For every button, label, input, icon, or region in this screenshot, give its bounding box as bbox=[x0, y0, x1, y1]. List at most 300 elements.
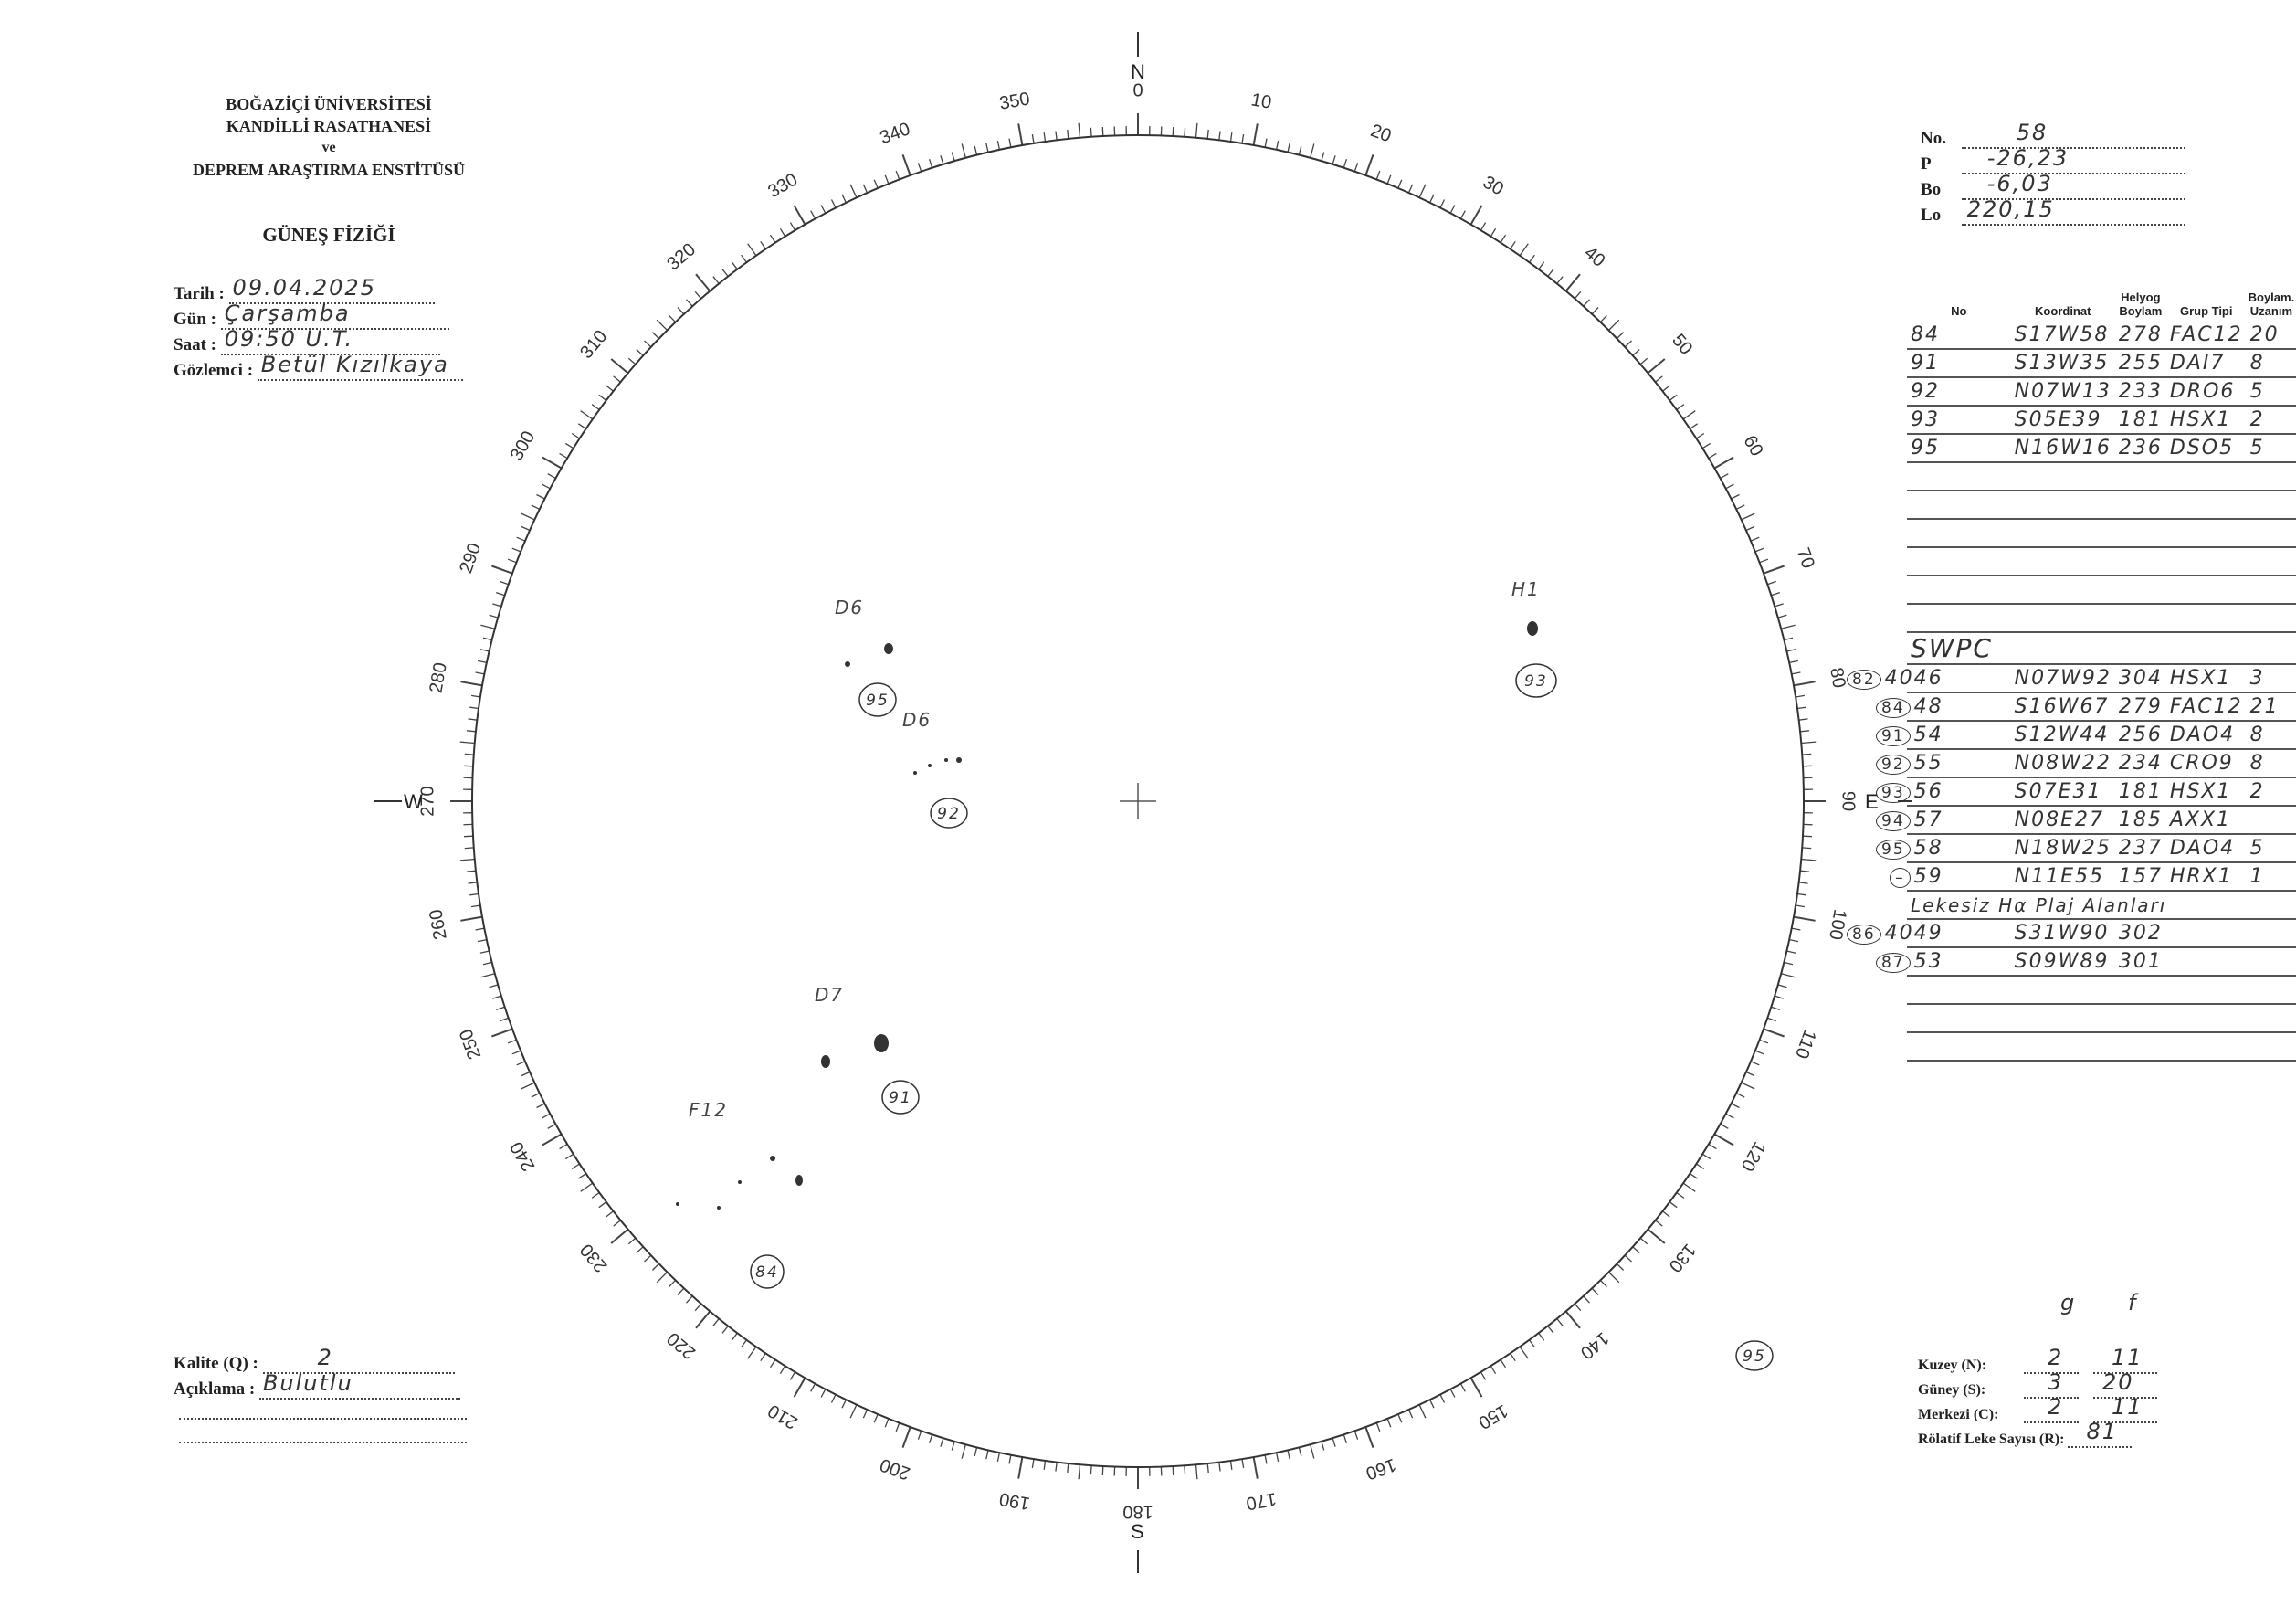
scale-tick bbox=[1732, 1104, 1740, 1108]
scale-tick bbox=[821, 1389, 826, 1398]
scale-degree-label: 260 bbox=[426, 907, 451, 942]
scale-degree-label: 320 bbox=[663, 239, 700, 275]
scale-tick bbox=[508, 559, 516, 563]
scale-tick bbox=[1398, 1414, 1402, 1422]
scale-tick bbox=[1539, 262, 1544, 269]
scale-tick bbox=[1584, 300, 1590, 306]
group-type: DSO5 bbox=[2166, 434, 2247, 462]
plage-region-number: 53 bbox=[1913, 950, 1943, 973]
scale-tick bbox=[1450, 206, 1455, 214]
scale-tick bbox=[962, 143, 965, 157]
scale-tick bbox=[1797, 894, 1806, 895]
header-coordinate: Koordinat bbox=[2035, 304, 2091, 318]
scale-tick bbox=[599, 1202, 606, 1208]
scale-tick bbox=[1332, 155, 1335, 164]
scale-tick bbox=[761, 1353, 766, 1360]
scale-tick bbox=[1755, 1051, 1764, 1054]
sunspot bbox=[1527, 621, 1538, 636]
group-type: HSX1 bbox=[2166, 406, 2247, 434]
swpc-extent: 5 bbox=[2247, 834, 2296, 862]
scale-degree-label: 60 bbox=[1739, 432, 1767, 460]
swpc-extent: 2 bbox=[2247, 777, 2296, 806]
scale-tick bbox=[1617, 1263, 1623, 1270]
scale-tick bbox=[1781, 625, 1795, 629]
scale-tick bbox=[490, 985, 499, 988]
plage-longitude: 301 bbox=[2115, 947, 2166, 976]
scale-tick bbox=[465, 754, 474, 755]
scale-degree-label: 270 bbox=[417, 786, 438, 817]
scale-tick bbox=[1669, 1202, 1677, 1208]
scale-tick bbox=[508, 1040, 516, 1043]
scale-tick bbox=[1721, 1124, 1729, 1128]
scale-tick bbox=[695, 291, 701, 299]
scale-tick bbox=[678, 308, 684, 314]
scale-tick bbox=[1656, 1220, 1663, 1226]
scale-tick bbox=[1471, 206, 1482, 225]
swpc-coordinate: S07E31 bbox=[2011, 777, 2115, 806]
scale-tick bbox=[1625, 341, 1631, 347]
scale-tick bbox=[722, 269, 728, 277]
scale-tick bbox=[863, 1410, 867, 1418]
scale-tick bbox=[1299, 1447, 1301, 1456]
group-longitude: 181 bbox=[2115, 406, 2166, 434]
scale-tick bbox=[1751, 1062, 1759, 1065]
scale-tick bbox=[713, 277, 719, 284]
swpc-longitude: 181 bbox=[2115, 777, 2166, 806]
scale-tick bbox=[1219, 132, 1220, 141]
group-longitude: 236 bbox=[2115, 434, 2166, 462]
scale-tick bbox=[771, 1359, 776, 1367]
scale-tick bbox=[1102, 1466, 1103, 1475]
count-north-f: 11 bbox=[2112, 1345, 2143, 1370]
scale-tick bbox=[903, 1427, 911, 1448]
sunspot bbox=[928, 764, 932, 767]
scale-tick bbox=[1365, 1427, 1373, 1448]
scale-tick bbox=[1784, 638, 1793, 639]
scale-degree-label: 230 bbox=[576, 1240, 612, 1276]
scale-tick bbox=[1490, 1366, 1495, 1374]
scale-tick bbox=[1584, 1296, 1590, 1303]
scale-tick bbox=[1786, 650, 1796, 651]
swpc-coordinate: S16W67 bbox=[2011, 692, 2115, 721]
scale-tick bbox=[1677, 405, 1684, 410]
scale-tick bbox=[1696, 1164, 1703, 1169]
scale-tick bbox=[1548, 1326, 1553, 1334]
scale-tick bbox=[1440, 200, 1445, 208]
number-label: No. bbox=[1921, 129, 1946, 148]
day-label: Gün : bbox=[174, 310, 216, 329]
scale-tick bbox=[918, 1431, 921, 1439]
scale-degree-label: 350 bbox=[997, 89, 1032, 114]
group-numbers bbox=[755, 672, 1766, 1366]
sunspot bbox=[845, 661, 850, 667]
scale-tick bbox=[1794, 681, 1816, 685]
swpc-type: HSX1 bbox=[2166, 777, 2247, 806]
scale-tick bbox=[1511, 241, 1516, 248]
scale-tick bbox=[460, 917, 482, 921]
time-value: 09:50 U.T. bbox=[224, 326, 354, 352]
scale-tick bbox=[687, 300, 693, 306]
scale-tick bbox=[465, 848, 474, 849]
scale-tick bbox=[657, 320, 667, 330]
swpc-type: DAO4 bbox=[2166, 834, 2247, 862]
scale-tick bbox=[1794, 917, 1816, 921]
scale-tick bbox=[542, 458, 562, 469]
group-class-label: D6 bbox=[902, 709, 932, 731]
scale-degree-label: 200 bbox=[877, 1453, 913, 1484]
observer-label: Gözlemci : bbox=[174, 361, 254, 380]
scale-tick bbox=[1778, 615, 1787, 618]
scale-tick bbox=[1056, 132, 1057, 141]
scale-tick bbox=[565, 443, 574, 448]
scale-tick bbox=[581, 411, 593, 419]
scale-tick bbox=[578, 424, 585, 429]
scale-tick bbox=[1669, 395, 1677, 400]
scale-tick bbox=[628, 358, 636, 365]
day-value: Çarşamba bbox=[224, 301, 351, 326]
scale-tick bbox=[1609, 320, 1619, 330]
swpc-ref-number: 94 bbox=[1876, 811, 1911, 831]
f-header: f bbox=[2128, 1290, 2138, 1315]
swpc-region-number: 59 bbox=[1913, 865, 1943, 888]
scale-tick bbox=[1702, 1154, 1711, 1158]
scale-tick bbox=[1511, 1353, 1516, 1360]
scale-degree-label: 0 bbox=[1132, 80, 1143, 101]
scale-tick bbox=[1102, 127, 1103, 136]
scale-tick bbox=[467, 731, 476, 732]
scale-tick bbox=[1566, 1311, 1580, 1327]
date-value: 09.04.2025 bbox=[232, 275, 376, 301]
scale-tick bbox=[1009, 1455, 1011, 1464]
scale-tick bbox=[997, 141, 999, 150]
scale-tick bbox=[542, 1135, 562, 1146]
scale-degree-label: 300 bbox=[506, 428, 540, 465]
remark-label: Açıklama : bbox=[174, 1379, 256, 1399]
plage-coordinate: S31W90 bbox=[2011, 919, 2115, 947]
scale-tick bbox=[722, 1326, 728, 1334]
swpc-longitude: 279 bbox=[2115, 692, 2166, 721]
scale-tick bbox=[795, 206, 806, 225]
scale-tick bbox=[657, 1273, 667, 1283]
institution-name-3: DEPREM ARAŞTIRMA ENSTİTÜSÜ bbox=[192, 161, 466, 179]
swpc-extent: 1 bbox=[2247, 862, 2296, 891]
remark-value: Bulutlu bbox=[262, 1370, 353, 1396]
scale-tick bbox=[1376, 171, 1380, 179]
scale-tick bbox=[1796, 905, 1805, 907]
plage-region-number: 4049 bbox=[1884, 922, 1943, 945]
scale-tick bbox=[1068, 130, 1069, 139]
group-type: DAI7 bbox=[2166, 349, 2247, 377]
scale-tick bbox=[1481, 223, 1486, 231]
swpc-coordinate: N18W25 bbox=[2011, 834, 2115, 862]
swpc-ref-number: 92 bbox=[1876, 755, 1911, 775]
scale-tick bbox=[1231, 132, 1232, 142]
scale-tick bbox=[542, 484, 551, 489]
scale-tick bbox=[1575, 1304, 1581, 1311]
swpc-longitude: 237 bbox=[2115, 834, 2166, 862]
scale-tick bbox=[476, 928, 485, 930]
scale-tick bbox=[480, 650, 490, 651]
scale-tick bbox=[748, 244, 756, 256]
scale-tick bbox=[780, 1366, 785, 1374]
group-annotations bbox=[689, 578, 1541, 1121]
swpc-longitude: 157 bbox=[2115, 862, 2166, 891]
scale-tick bbox=[478, 660, 487, 662]
scale-tick bbox=[483, 638, 492, 639]
scale-tick bbox=[1557, 277, 1563, 284]
scale-tick bbox=[1277, 1453, 1279, 1462]
sunspot bbox=[738, 1180, 742, 1184]
scale-tick bbox=[1764, 566, 1785, 574]
group-no: 92 bbox=[1907, 377, 2011, 406]
scale-tick bbox=[1755, 548, 1764, 552]
scale-tick bbox=[1784, 962, 1793, 964]
scale-tick bbox=[1409, 185, 1413, 193]
scale-tick bbox=[1797, 707, 1806, 708]
scale-tick bbox=[599, 395, 606, 400]
scale-tick bbox=[1430, 195, 1434, 203]
group-number-circles bbox=[751, 664, 1773, 1370]
scale-tick bbox=[490, 615, 499, 618]
group-number: 95 bbox=[866, 692, 890, 710]
scale-tick bbox=[480, 625, 494, 629]
north-label: N bbox=[1131, 60, 1145, 83]
scale-tick bbox=[548, 1124, 556, 1128]
scale-tick bbox=[1792, 672, 1801, 674]
scale-tick bbox=[1566, 274, 1580, 291]
swpc-longitude: 234 bbox=[2115, 749, 2166, 777]
scale-tick bbox=[521, 513, 535, 520]
scale-degree-label: 310 bbox=[576, 326, 612, 363]
scale-tick bbox=[811, 211, 816, 219]
swpc-coordinate: N08W22 bbox=[2011, 749, 2115, 777]
scale-tick bbox=[850, 1405, 857, 1419]
count-center-g: 2 bbox=[2048, 1394, 2064, 1420]
scale-degree-label: 40 bbox=[1580, 242, 1609, 271]
scale-tick bbox=[1520, 244, 1528, 256]
group-number: 95 bbox=[1743, 1347, 1766, 1366]
scale-tick bbox=[1600, 315, 1606, 322]
swpc-region-number: 4046 bbox=[1884, 667, 1943, 690]
scale-tick bbox=[1609, 1273, 1619, 1283]
scale-tick bbox=[578, 1174, 585, 1179]
scale-tick bbox=[491, 566, 512, 574]
scale-tick bbox=[1387, 1419, 1391, 1427]
scale-tick bbox=[1625, 1255, 1631, 1262]
sunspot bbox=[884, 643, 893, 654]
p-angle-value: -26,23 bbox=[1986, 145, 2070, 171]
scale-tick bbox=[1746, 1072, 1754, 1076]
scale-tick bbox=[572, 434, 579, 439]
scale-tick bbox=[1767, 1018, 1775, 1020]
scale-tick bbox=[1663, 1211, 1670, 1217]
scale-tick bbox=[832, 1395, 837, 1403]
group-coordinate: S13W35 bbox=[2011, 349, 2115, 377]
group-longitude: 278 bbox=[2115, 322, 2166, 349]
scale-tick bbox=[885, 1419, 889, 1427]
scale-tick bbox=[695, 1304, 701, 1311]
scale-tick bbox=[1490, 228, 1495, 236]
scale-tick bbox=[1288, 143, 1290, 153]
scale-tick bbox=[1726, 1114, 1734, 1118]
scale-tick bbox=[1440, 1395, 1445, 1403]
g-header: g bbox=[2060, 1290, 2077, 1315]
scale-tick bbox=[771, 235, 776, 242]
scale-tick bbox=[1365, 154, 1373, 175]
group-extent: 8 bbox=[2247, 349, 2296, 377]
scale-degree-label: 240 bbox=[506, 1137, 540, 1175]
scale-tick bbox=[652, 333, 658, 339]
scale-tick bbox=[1714, 458, 1733, 469]
scale-tick bbox=[1032, 134, 1034, 143]
scale-tick bbox=[811, 1384, 816, 1392]
swpc-type: AXX1 bbox=[2166, 806, 2247, 834]
scale-tick bbox=[732, 262, 737, 269]
scale-tick bbox=[1090, 128, 1091, 137]
scale-tick bbox=[478, 940, 487, 942]
scale-tick bbox=[1090, 1465, 1091, 1474]
east-label: E bbox=[1865, 790, 1879, 813]
scale-degree-label: 10 bbox=[1249, 90, 1273, 113]
scale-tick bbox=[1196, 1464, 1197, 1479]
group-extent: 5 bbox=[2247, 377, 2296, 406]
scale-tick bbox=[460, 742, 475, 743]
scale-tick bbox=[885, 175, 889, 184]
date-label: Tarih : bbox=[174, 284, 225, 303]
scale-tick bbox=[1376, 1423, 1380, 1432]
swpc-region-number: 54 bbox=[1913, 724, 1943, 746]
scale-tick bbox=[1801, 742, 1816, 743]
swpc-extent: 3 bbox=[2247, 664, 2296, 692]
scale-tick bbox=[1760, 559, 1768, 563]
swpc-coordinate: N08E27 bbox=[2011, 806, 2115, 834]
scale-degree-label: 100 bbox=[1825, 907, 1850, 942]
scale-tick bbox=[483, 962, 492, 964]
west-label: W bbox=[404, 790, 423, 813]
scale-tick bbox=[1760, 1040, 1768, 1043]
scale-tick bbox=[1409, 1410, 1413, 1418]
swpc-ref-number: 91 bbox=[1876, 726, 1911, 746]
scale-tick bbox=[874, 1414, 878, 1422]
scale-degree-label: 70 bbox=[1792, 544, 1818, 572]
group-number: 93 bbox=[1524, 672, 1548, 691]
p-angle-label: P bbox=[1921, 154, 1932, 174]
scale-tick bbox=[1471, 1378, 1482, 1397]
scale-tick bbox=[1530, 255, 1535, 262]
scale-degree-label: 50 bbox=[1668, 330, 1697, 359]
scale-tick bbox=[637, 350, 643, 356]
scale-tick bbox=[1742, 1083, 1755, 1089]
scale-tick bbox=[1501, 1359, 1506, 1367]
scale-tick bbox=[480, 951, 490, 953]
group-coordinate: N16W16 bbox=[2011, 434, 2115, 462]
scale-tick bbox=[537, 1104, 545, 1108]
scale-tick bbox=[521, 526, 530, 530]
scale-tick bbox=[669, 315, 676, 322]
scale-tick bbox=[1530, 1340, 1535, 1347]
group-coordinate: S05E39 bbox=[2011, 406, 2115, 434]
scale-tick bbox=[500, 581, 508, 584]
scale-tick bbox=[1173, 127, 1174, 136]
scale-tick bbox=[821, 206, 826, 214]
scale-tick bbox=[696, 274, 710, 291]
scale-tick bbox=[1242, 1459, 1244, 1468]
scale-tick bbox=[1702, 443, 1711, 448]
scale-degree-label: 340 bbox=[877, 119, 913, 149]
scale-tick bbox=[1663, 386, 1670, 391]
swpc-ref-number: 84 bbox=[1876, 698, 1911, 718]
scale-tick bbox=[1633, 1247, 1639, 1253]
scale-tick bbox=[1044, 132, 1045, 142]
scale-tick bbox=[1343, 1434, 1346, 1443]
scale-tick bbox=[1771, 1007, 1780, 1009]
scale-tick bbox=[1277, 141, 1279, 150]
scale-tick bbox=[1009, 139, 1011, 148]
plage-coordinate: S09W89 bbox=[2011, 947, 2115, 976]
scale-tick bbox=[1799, 882, 1808, 883]
scale-tick bbox=[1288, 1450, 1290, 1459]
scale-tick bbox=[790, 1372, 795, 1380]
scale-tick bbox=[496, 1007, 505, 1009]
group-type: DRO6 bbox=[2166, 377, 2247, 406]
scale-tick bbox=[1656, 376, 1663, 382]
scale-degree-label: 120 bbox=[1736, 1137, 1770, 1175]
scale-tick bbox=[606, 1211, 614, 1217]
scale-tick bbox=[997, 1453, 999, 1462]
swpc-extent: 21 bbox=[2247, 692, 2296, 721]
scale-tick bbox=[1802, 848, 1811, 849]
scale-tick bbox=[1751, 537, 1759, 541]
sunspot bbox=[770, 1156, 775, 1161]
group-class-label: F12 bbox=[689, 1099, 728, 1121]
scale-tick bbox=[1592, 1288, 1598, 1294]
swpc-region-number: 57 bbox=[1913, 808, 1943, 831]
header-group-type: Grup Tipi bbox=[2179, 304, 2233, 318]
swpc-extent: 8 bbox=[2247, 721, 2296, 749]
swpc-extent: 8 bbox=[2247, 749, 2296, 777]
scale-tick bbox=[1173, 1466, 1174, 1475]
scale-degree-label: 150 bbox=[1474, 1400, 1511, 1433]
plage-ref-number: 86 bbox=[1847, 925, 1881, 945]
sunspot bbox=[874, 1034, 889, 1052]
scale-tick bbox=[1683, 411, 1695, 419]
scale-tick bbox=[1709, 1145, 1717, 1149]
scale-tick bbox=[537, 495, 545, 500]
scale-tick bbox=[1354, 163, 1357, 171]
count-center-label: Merkezi (C): bbox=[1918, 1407, 1999, 1422]
count-center-f: 11 bbox=[2112, 1394, 2143, 1420]
scale-tick bbox=[592, 1193, 599, 1199]
scale-tick bbox=[1799, 719, 1808, 720]
scale-tick bbox=[1242, 134, 1244, 143]
scale-tick bbox=[1640, 358, 1648, 365]
scale-tick bbox=[732, 1333, 737, 1340]
scale-tick bbox=[1079, 123, 1080, 138]
institution-name-2: KANDİLLİ RASATHANESİ bbox=[226, 117, 432, 135]
number-value: 58 bbox=[2016, 120, 2048, 145]
scale-tick bbox=[645, 1255, 651, 1262]
header-no: No bbox=[1951, 304, 1967, 318]
scale-tick bbox=[896, 1423, 900, 1432]
scale-tick bbox=[1648, 359, 1664, 373]
scale-tick bbox=[1726, 484, 1734, 489]
scale-tick bbox=[1764, 1029, 1785, 1036]
quality-label: Kalite (Q) : bbox=[174, 1354, 258, 1373]
scale-tick bbox=[512, 548, 521, 552]
scale-degree-label: 20 bbox=[1367, 121, 1395, 147]
group-no: 91 bbox=[1907, 349, 2011, 377]
sunspot bbox=[795, 1175, 803, 1186]
